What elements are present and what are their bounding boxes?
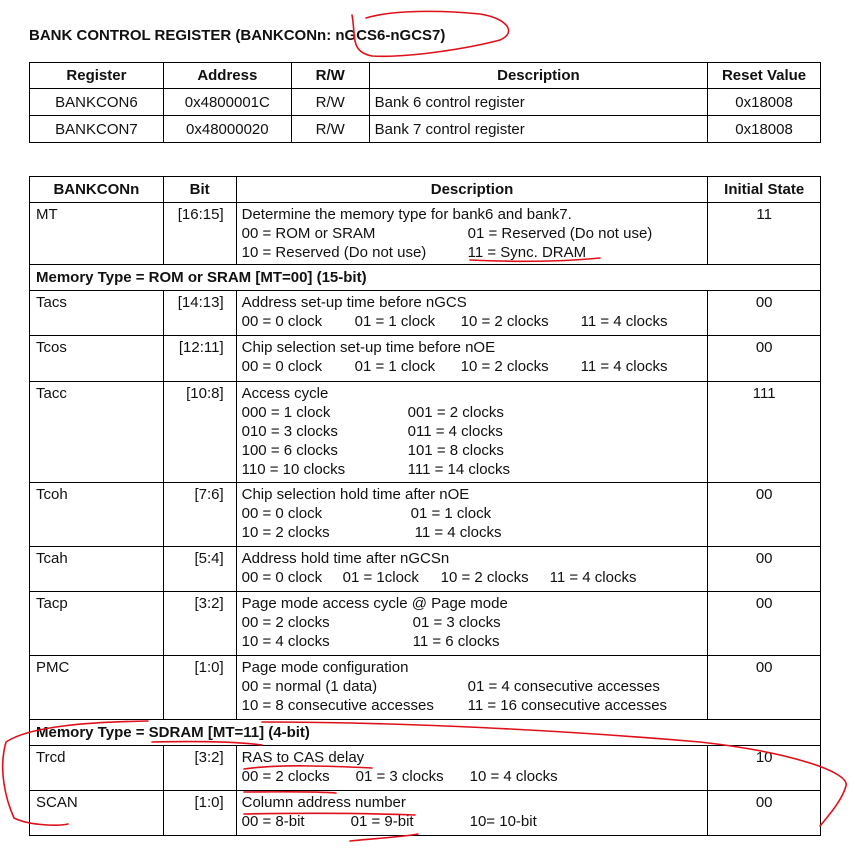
option: 111 = 14 clocks bbox=[407, 461, 511, 478]
field-description bbox=[236, 203, 708, 265]
description-line: Chip selection set-up time before nOE bbox=[241, 339, 496, 356]
option: 00 = 0 clock bbox=[241, 313, 323, 330]
table-row-tacp bbox=[30, 592, 821, 656]
option: 11 = Sync. DRAM bbox=[467, 244, 587, 261]
table-row bbox=[30, 116, 821, 143]
option: 00 = normal (1 data) bbox=[241, 678, 378, 695]
field-initial-state: 00 bbox=[708, 791, 821, 836]
field-name: Tacc bbox=[30, 382, 164, 483]
field-initial-state: 00 bbox=[708, 291, 821, 336]
field-name: PMC bbox=[30, 656, 164, 720]
field-initial-state: 00 bbox=[708, 656, 821, 720]
field-bit: [5:4] bbox=[163, 547, 236, 592]
table-row bbox=[30, 89, 821, 116]
option: 00 = 2 clocks bbox=[241, 768, 330, 785]
field-bit: [1:0] bbox=[163, 656, 236, 720]
cell-reset: 0x18008 bbox=[708, 116, 821, 143]
option: 10 = 4 clocks bbox=[241, 633, 330, 650]
option: 01 = 1 clock bbox=[410, 505, 492, 522]
option: 01 = 4 consecutive accesses bbox=[467, 678, 660, 695]
header-description: Description bbox=[369, 63, 707, 89]
table-row-tacs bbox=[30, 291, 821, 336]
option: 00 = 0 clock bbox=[241, 505, 323, 522]
option: 110 = 10 clocks bbox=[241, 461, 346, 478]
option: 011 = 4 clocks bbox=[407, 423, 503, 440]
cell-address: 0x4800001C bbox=[163, 89, 291, 116]
section-row-sdram bbox=[30, 720, 821, 746]
field-description bbox=[236, 382, 708, 483]
table-row-tcos bbox=[30, 336, 821, 382]
option: 11 = 4 clocks bbox=[580, 313, 668, 330]
table-row-tcoh bbox=[30, 483, 821, 547]
cell-register: BANKCON7 bbox=[30, 116, 164, 143]
cell-reset: 0x18008 bbox=[708, 89, 821, 116]
option: 10= 10-bit bbox=[469, 813, 537, 830]
table-row-pmc bbox=[30, 656, 821, 720]
field-initial-state: 10 bbox=[708, 746, 821, 791]
table-row-trcd bbox=[30, 746, 821, 791]
option: 101 = 8 clocks bbox=[407, 442, 504, 459]
field-bit: [12:11] bbox=[163, 336, 236, 382]
cell-register: BANKCON6 bbox=[30, 89, 164, 116]
option: 100 = 6 clocks bbox=[241, 442, 338, 459]
option: 00 = 2 clocks bbox=[241, 614, 330, 631]
option: 00 = 8-bit bbox=[241, 813, 305, 830]
description-line: Page mode access cycle @ Page mode bbox=[241, 595, 508, 612]
field-description bbox=[236, 336, 708, 382]
option: 01 = 1clock bbox=[342, 569, 419, 586]
bit-field-table bbox=[29, 176, 821, 836]
option: 10 = 2 clocks bbox=[440, 569, 529, 586]
field-description bbox=[236, 791, 708, 836]
section-heading: Memory Type = ROM or SRAM [MT=00] (15-bit) bbox=[30, 265, 821, 291]
header-address: Address bbox=[163, 63, 291, 89]
field-description bbox=[236, 483, 708, 547]
section-row-sram bbox=[30, 265, 821, 291]
option: 11 = 4 clocks bbox=[549, 569, 637, 586]
description-line: Chip selection hold time after nOE bbox=[241, 486, 470, 503]
option: 01 = 3 clocks bbox=[412, 614, 501, 631]
field-name: Tacs bbox=[30, 291, 164, 336]
table-row-mt bbox=[30, 203, 821, 265]
field-initial-state: 00 bbox=[708, 483, 821, 547]
header-rw: R/W bbox=[291, 63, 369, 89]
option: 01 = 1 clock bbox=[354, 313, 436, 330]
option: 010 = 3 clocks bbox=[241, 423, 338, 440]
field-bit: [16:15] bbox=[163, 203, 236, 265]
header-initial-state: Initial State bbox=[708, 177, 821, 203]
option: 00 = 0 clock bbox=[241, 358, 323, 375]
header-bankconn: BANKCONn bbox=[30, 177, 164, 203]
option: 001 = 2 clocks bbox=[407, 404, 504, 421]
header-reset-value: Reset Value bbox=[708, 63, 821, 89]
table-row-tcah bbox=[30, 547, 821, 592]
page-title: BANK CONTROL REGISTER (BANKCONn: nGCS6-nGCS7) bbox=[29, 27, 446, 44]
option: 11 = 6 clocks bbox=[412, 633, 500, 650]
field-name: Tacp bbox=[30, 592, 164, 656]
cell-rw: R/W bbox=[291, 89, 369, 116]
option: 10 = 2 clocks bbox=[460, 313, 549, 330]
field-bit: [10:8] bbox=[163, 382, 236, 483]
field-description bbox=[236, 291, 708, 336]
option: 11 = 4 clocks bbox=[580, 358, 668, 375]
field-initial-state: 111 bbox=[708, 382, 821, 483]
field-name: Tcos bbox=[30, 336, 164, 382]
header-description: Description bbox=[236, 177, 708, 203]
description-line: Address hold time after nGCSn bbox=[241, 550, 450, 567]
field-name: SCAN bbox=[30, 791, 164, 836]
table-row-tacc bbox=[30, 382, 821, 483]
option: 10 = Reserved (Do not use) bbox=[241, 244, 427, 261]
header-bit: Bit bbox=[163, 177, 236, 203]
register-table-header bbox=[30, 63, 821, 89]
description-line: Page mode configuration bbox=[241, 659, 409, 676]
option: 01 = 3 clocks bbox=[355, 768, 444, 785]
option: 10 = 2 clocks bbox=[460, 358, 549, 375]
description-line: Access cycle bbox=[241, 385, 329, 402]
field-bit: [1:0] bbox=[163, 791, 236, 836]
option: 00 = ROM or SRAM bbox=[241, 225, 376, 242]
option: 10 = 4 clocks bbox=[469, 768, 558, 785]
bit-table-header bbox=[30, 177, 821, 203]
option: 01 = Reserved (Do not use) bbox=[467, 225, 653, 242]
description-line: RAS to CAS delay bbox=[241, 749, 365, 766]
register-table bbox=[29, 62, 821, 143]
option: 000 = 1 clock bbox=[241, 404, 331, 421]
field-description bbox=[236, 746, 708, 791]
field-description bbox=[236, 547, 708, 592]
option: 00 = 0 clock bbox=[241, 569, 323, 586]
table-row-scan bbox=[30, 791, 821, 836]
field-initial-state: 00 bbox=[708, 336, 821, 382]
option: 10 = 2 clocks bbox=[241, 524, 330, 541]
field-initial-state: 11 bbox=[708, 203, 821, 265]
cell-description: Bank 7 control register bbox=[369, 116, 707, 143]
field-name: Tcoh bbox=[30, 483, 164, 547]
option: 01 = 9-bit bbox=[350, 813, 414, 830]
option: 10 = 8 consecutive accesses bbox=[241, 697, 434, 714]
field-bit: [14:13] bbox=[163, 291, 236, 336]
field-name: Trcd bbox=[30, 746, 164, 791]
field-bit: [3:2] bbox=[163, 746, 236, 791]
field-initial-state: 00 bbox=[708, 592, 821, 656]
field-name: Tcah bbox=[30, 547, 164, 592]
field-description bbox=[236, 656, 708, 720]
field-initial-state: 00 bbox=[708, 547, 821, 592]
cell-rw: R/W bbox=[291, 116, 369, 143]
header-register: Register bbox=[30, 63, 164, 89]
description-line: Determine the memory type for bank6 and bank7. bbox=[241, 206, 572, 223]
cell-address: 0x48000020 bbox=[163, 116, 291, 143]
description-line: Column address number bbox=[241, 794, 406, 811]
option: 01 = 1 clock bbox=[354, 358, 436, 375]
section-heading: Memory Type = SDRAM [MT=11] (4-bit) bbox=[30, 720, 821, 746]
cell-description: Bank 6 control register bbox=[369, 89, 707, 116]
option: 11 = 16 consecutive accesses bbox=[467, 697, 668, 714]
description-line: Address set-up time before nGCS bbox=[241, 294, 467, 311]
field-description bbox=[236, 592, 708, 656]
option: 11 = 4 clocks bbox=[414, 524, 502, 541]
field-bit: [3:2] bbox=[163, 592, 236, 656]
field-bit: [7:6] bbox=[163, 483, 236, 547]
field-name: MT bbox=[30, 203, 164, 265]
